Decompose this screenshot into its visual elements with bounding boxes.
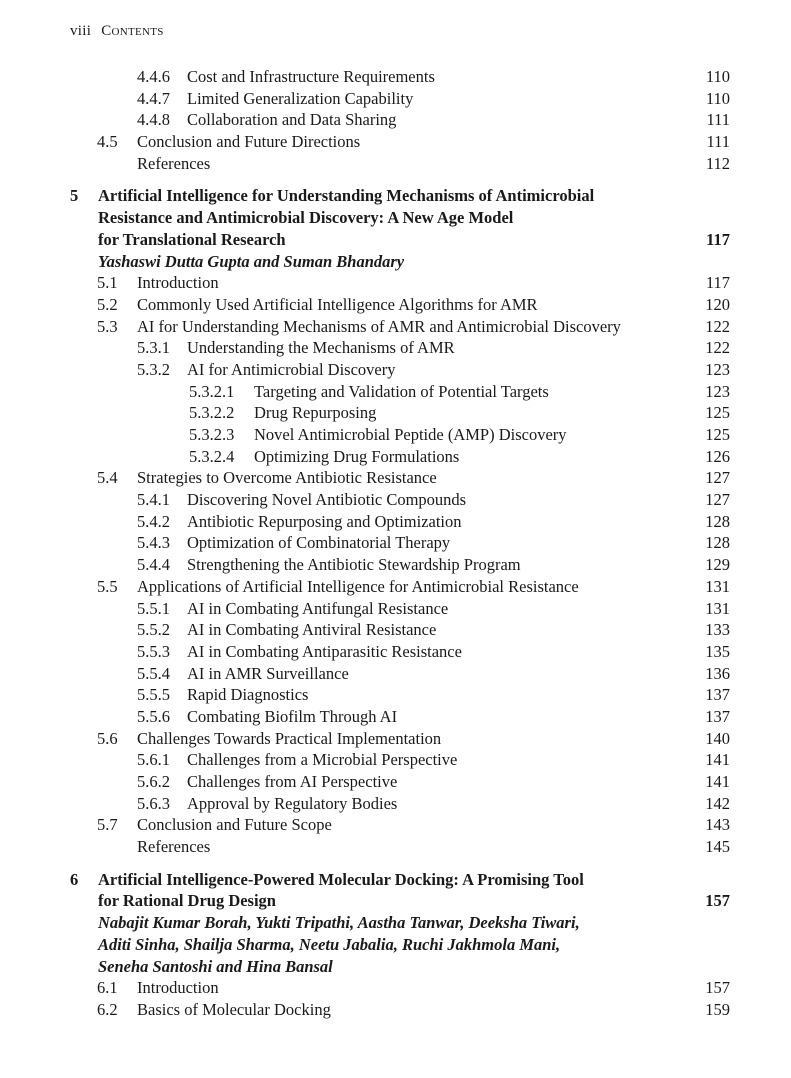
page-number: 110 xyxy=(705,67,730,86)
section-title: Introduction xyxy=(137,273,219,293)
section-number: 5.4.4 xyxy=(137,555,170,575)
page-number: 117 xyxy=(706,229,730,249)
section-entry[interactable] xyxy=(0,576,791,598)
section-number: 5.1 xyxy=(97,273,118,293)
section-entry[interactable] xyxy=(0,532,791,554)
section-number: 5.5.3 xyxy=(137,641,170,661)
section-title: Optimization of Combinatorial Therapy xyxy=(187,533,451,553)
section-title: Rapid Diagnostics xyxy=(187,685,309,705)
page-number: 129 xyxy=(705,555,730,575)
section-entry[interactable] xyxy=(0,749,791,771)
section-number: 5.3.2.2 xyxy=(189,403,235,423)
chapter-entry[interactable] xyxy=(0,185,791,207)
section-title: Basics of Molecular Docking xyxy=(137,999,331,1019)
section-title: AI for Antimicrobial Discovery xyxy=(187,359,396,379)
section-title: References xyxy=(137,837,211,857)
section-number: 4.5 xyxy=(97,132,118,152)
section-number: 5.6 xyxy=(97,728,118,748)
chapter-authors[interactable] xyxy=(0,251,791,273)
section-title: Approval by Regulatory Bodies xyxy=(187,793,398,813)
section-title: Conclusion and Future Scope xyxy=(137,815,332,835)
section-title: Seneha Santoshi and Hina Bansal xyxy=(98,956,333,976)
page-number: 128 xyxy=(705,533,730,553)
page-number: 131 xyxy=(705,598,730,618)
section-entry[interactable] xyxy=(0,814,791,836)
page-number: 131 xyxy=(705,576,730,596)
section-title: AI in AMR Surveillance xyxy=(187,663,349,683)
chapter-authors[interactable] xyxy=(0,956,791,978)
section-entry[interactable] xyxy=(0,402,791,424)
section-number: 5.4.1 xyxy=(137,490,170,510)
section-entry[interactable] xyxy=(0,294,791,316)
chapter-authors[interactable] xyxy=(0,934,791,956)
section-entry[interactable] xyxy=(0,554,791,576)
section-title: AI in Combating Antifungal Resistance xyxy=(187,598,449,618)
section-title: for Translational Research xyxy=(98,229,286,249)
section-title: Cost and Infrastructure Requirements xyxy=(187,67,435,86)
page-number: 159 xyxy=(705,999,730,1019)
table-of-contents xyxy=(0,66,791,1021)
section-title: Resistance and Antimicrobial Discovery: A New Age Model xyxy=(98,208,514,228)
section-title: Commonly Used Artificial Intelligence Algorithms for AMR xyxy=(137,294,538,314)
section-entry[interactable] xyxy=(0,684,791,706)
section-title: Yashaswi Dutta Gupta and Suman Bhandary xyxy=(98,251,405,271)
section-number: 5.5.5 xyxy=(137,685,170,705)
section-title: Collaboration and Data Sharing xyxy=(187,110,397,130)
section-title: Novel Antimicrobial Peptide (AMP) Discovery xyxy=(254,425,567,444)
page-number: 136 xyxy=(705,663,730,683)
section-entry[interactable] xyxy=(0,381,791,403)
section-title: Conclusion and Future Directions xyxy=(137,132,361,152)
page-number: 157 xyxy=(705,978,730,998)
section-entry[interactable] xyxy=(0,337,791,359)
section-number: 4.4.6 xyxy=(137,67,170,86)
page-number: 141 xyxy=(705,772,730,791)
section-entry[interactable] xyxy=(0,359,791,381)
section-entry[interactable] xyxy=(0,999,791,1021)
section-title: Introduction xyxy=(137,978,219,998)
section-entry[interactable] xyxy=(0,771,791,793)
page-number: 117 xyxy=(705,273,730,293)
page-number: 133 xyxy=(705,620,730,640)
section-title: Targeting and Validation of Potential Targets xyxy=(254,381,549,401)
page-number: 112 xyxy=(705,153,730,173)
section-title: Challenges from AI Perspective xyxy=(187,772,398,791)
section-number: 5.3.2.1 xyxy=(189,381,235,401)
section-number: 6.2 xyxy=(97,999,118,1019)
section-title: AI for Understanding Mechanisms of AMR and Antimicrobial Discovery xyxy=(137,316,621,336)
section-title: References xyxy=(137,153,211,173)
section-number: 4.4.8 xyxy=(137,110,170,130)
section-title: Challenges from a Microbial Perspective xyxy=(187,750,458,770)
page-number: 143 xyxy=(705,815,730,835)
section-entry[interactable] xyxy=(0,446,791,468)
section-entry[interactable] xyxy=(0,619,791,641)
page-number: 157 xyxy=(705,891,730,911)
page-number: viii xyxy=(70,23,92,39)
section-number: 5.2 xyxy=(97,294,118,314)
chapter-entry[interactable] xyxy=(0,890,791,912)
section-number: 5 xyxy=(70,186,79,206)
chapter-authors[interactable] xyxy=(0,912,791,934)
section-title: Strengthening the Antibiotic Stewardship Program xyxy=(187,555,521,575)
page-number: 122 xyxy=(705,338,730,358)
section-number: 5.4 xyxy=(97,468,118,488)
page-number: 125 xyxy=(705,403,730,423)
section-title: Artificial Intelligence-Powered Molecular Docking: A Promising Tool xyxy=(98,869,584,889)
page-number: 111 xyxy=(706,110,730,130)
section-number: 5.3.2.3 xyxy=(189,425,235,444)
section-title: Discovering Novel Antibiotic Compounds xyxy=(187,490,467,510)
page-number: 127 xyxy=(705,468,730,488)
section-entry[interactable] xyxy=(0,424,791,446)
section-number: 5.5.4 xyxy=(137,663,170,683)
section-entry[interactable] xyxy=(0,706,791,728)
chapter-entry[interactable] xyxy=(0,207,791,229)
section-entry[interactable] xyxy=(0,598,791,620)
section-entry[interactable] xyxy=(0,316,791,338)
section-title: Limited Generalization Capability xyxy=(187,88,414,108)
section-number: 6.1 xyxy=(97,978,118,998)
section-title: Combating Biofilm Through AI xyxy=(187,706,398,726)
section-number: 5.7 xyxy=(97,815,118,835)
section-entry[interactable] xyxy=(0,66,791,88)
page-number: 123 xyxy=(705,381,730,401)
section-entry[interactable] xyxy=(0,272,791,294)
section-title: AI in Combating Antiviral Resistance xyxy=(187,620,437,640)
page-number: 110 xyxy=(705,88,730,108)
page-number: 128 xyxy=(705,511,730,531)
section-number: 6 xyxy=(70,869,79,889)
page-number: 122 xyxy=(705,316,730,336)
section-number: 5.4.2 xyxy=(137,511,170,531)
section-number: 5.5.6 xyxy=(137,706,170,726)
section-title: Applications of Artificial Intelligence for Antimicrobial Resistance xyxy=(137,576,579,596)
section-number: 5.3.2 xyxy=(137,359,170,379)
chapter-entry[interactable] xyxy=(0,229,791,251)
section-entry[interactable] xyxy=(0,728,791,750)
section-title: Antibiotic Repurposing and Optimization xyxy=(187,511,462,531)
page-number: 140 xyxy=(705,728,730,748)
section-title: Optimizing Drug Formulations xyxy=(254,446,460,466)
section-title: Nabajit Kumar Borah, Yukti Tripathi, Aastha Tanwar, Deeksha Tiwari, xyxy=(98,913,580,933)
section-entry[interactable] xyxy=(0,467,791,489)
page-number: 123 xyxy=(705,359,730,379)
section-entry[interactable] xyxy=(0,836,791,858)
section-entry[interactable] xyxy=(0,663,791,685)
page-number: 125 xyxy=(705,425,730,444)
section-number: 5.6.1 xyxy=(137,750,170,770)
page-number: 137 xyxy=(705,706,730,726)
section-number: 5.3.2.4 xyxy=(189,446,235,466)
section-entry[interactable] xyxy=(0,153,791,175)
section-entry[interactable] xyxy=(0,793,791,815)
section-number: 5.4.3 xyxy=(137,533,170,553)
section-title: Drug Repurposing xyxy=(254,403,377,423)
section-number: 5.5 xyxy=(97,576,118,596)
section-title: AI in Combating Antiparasitic Resistance xyxy=(187,641,462,661)
chapter-entry[interactable] xyxy=(0,869,791,891)
section-number: 5.6.2 xyxy=(137,772,170,791)
section-entry[interactable] xyxy=(0,511,791,533)
page-number: 137 xyxy=(705,685,730,705)
section-title: Artificial Intelligence for Understanding Mechanisms of Antimicrobial xyxy=(98,186,595,206)
section-entry[interactable] xyxy=(0,88,791,110)
section-title: Strategies to Overcome Antibiotic Resistance xyxy=(137,468,437,488)
section-title: Challenges Towards Practical Implementation xyxy=(137,728,442,748)
page-number: 145 xyxy=(705,837,730,857)
page-number: 111 xyxy=(706,132,730,152)
section-number: 4.4.7 xyxy=(137,88,170,108)
section-number: 5.3.1 xyxy=(137,338,170,358)
section-entry[interactable] xyxy=(0,109,791,131)
page-number: 141 xyxy=(705,750,730,770)
section-title: Aditi Sinha, Shailja Sharma, Neetu Jabalia, Ruchi Jakhmola Mani, xyxy=(98,934,561,954)
page-number: 135 xyxy=(705,641,730,661)
section-number: 5.5.2 xyxy=(137,620,170,640)
section-number: 5.6.3 xyxy=(137,793,170,813)
running-header xyxy=(70,23,164,40)
section-number: 5.3 xyxy=(97,316,118,336)
section-entry[interactable] xyxy=(0,641,791,663)
page-number: 127 xyxy=(705,490,730,510)
section-entry[interactable] xyxy=(0,131,791,153)
section-title: Understanding the Mechanisms of AMR xyxy=(187,338,455,358)
page-number: 120 xyxy=(705,294,730,314)
page-number: 126 xyxy=(705,446,730,466)
section-title: for Rational Drug Design xyxy=(98,891,276,911)
page-number: 142 xyxy=(705,793,730,813)
section-entry[interactable] xyxy=(0,489,791,511)
section-entry[interactable] xyxy=(0,977,791,999)
section-number: 5.5.1 xyxy=(137,598,170,618)
running-title: Contents xyxy=(101,23,164,39)
